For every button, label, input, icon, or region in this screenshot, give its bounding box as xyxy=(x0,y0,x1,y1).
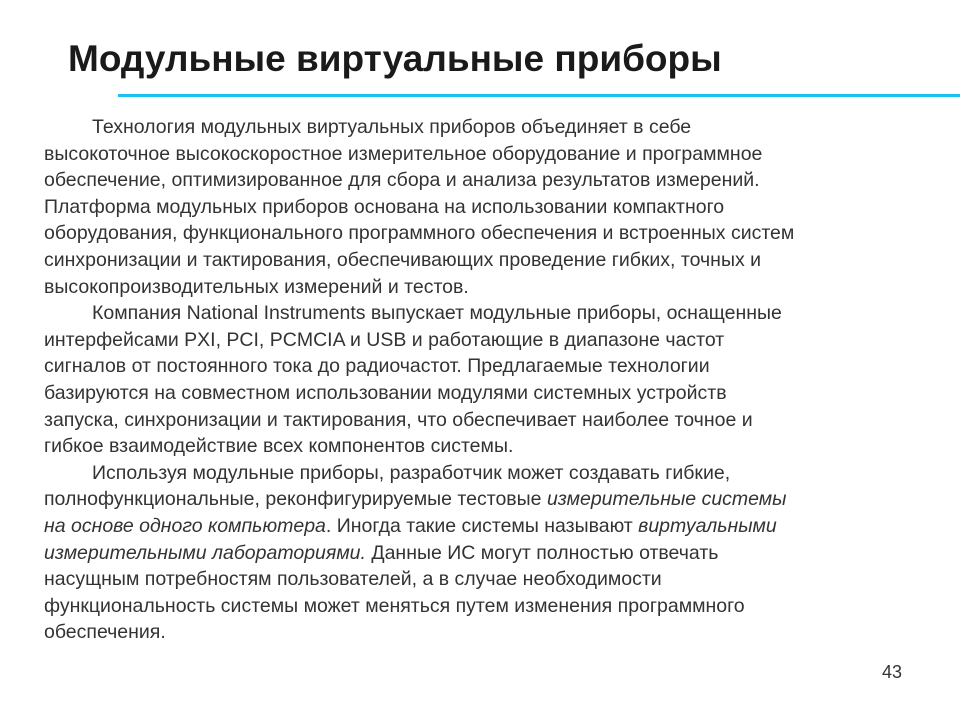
italic-term: измерительными лабораториями. xyxy=(44,541,366,564)
text-line: оборудования, функционального программного обеспечения и встроенных систем xyxy=(44,222,795,245)
text-line: функциональность системы может меняться путем изменения программного xyxy=(44,594,745,617)
paragraph-1 xyxy=(44,114,924,300)
text-line: высокоточное высокоскоростное измерительное оборудование и программное xyxy=(44,142,763,165)
text-line: интерфейсами PXI, PCI, PCMCIA и USB и работающие в диапазоне частот xyxy=(44,328,725,351)
title-underline xyxy=(118,94,960,97)
slide-title: Модульные виртуальные приборы xyxy=(68,38,722,79)
text-line: высокопроизводительных измерений и тестов. xyxy=(44,275,469,298)
italic-term: виртуальными xyxy=(638,514,777,537)
text-line: Компания National Instruments выпускает модульные приборы, оснащенные xyxy=(92,302,782,325)
italic-term: на основе одного компьютера xyxy=(44,514,326,537)
text-line: Технология модульных виртуальных приборов объединяет в себе xyxy=(92,116,692,138)
text-segment: полнофункциональные, реконфигурируемые тестовые xyxy=(44,488,547,511)
text-line xyxy=(44,513,924,540)
paragraph-2 xyxy=(44,300,924,460)
text-line: базируются на совместном использовании модулями системных устройств xyxy=(44,381,727,404)
text-line: Используя модульные приборы, разработчик может создавать гибкие, xyxy=(92,461,731,484)
paragraph-3 xyxy=(44,460,924,646)
text-line xyxy=(44,540,924,567)
text-line xyxy=(44,486,924,513)
text-segment: Данные ИС могут полностью отвечать xyxy=(365,541,719,564)
text-line: обеспечения. xyxy=(44,621,166,644)
text-line: запуска, синхронизации и тактирования, что обеспечивает наиболее точное и xyxy=(44,408,753,431)
text-line: синхронизации и тактирования, обеспечивающих проведение гибких, точных и xyxy=(44,248,762,271)
text-segment: . Иногда такие системы называют xyxy=(325,514,639,537)
text-line: гибкое взаимодействие всех компонентов системы. xyxy=(44,435,514,458)
text-line: Платформа модульных приборов основана на использовании компактного xyxy=(44,195,725,218)
text-line: насущным потребностям пользователей, а в случае необходимости xyxy=(44,568,662,591)
page-number: 43 xyxy=(881,662,902,682)
slide-body xyxy=(44,114,924,646)
text-line: сигналов от постоянного тока до радиочастот. Предлагаемые технологии xyxy=(44,355,710,378)
text-line: обеспечение, оптимизированное для сбора и анализа результатов измерений. xyxy=(44,169,760,192)
italic-term: измерительные системы xyxy=(546,488,787,511)
